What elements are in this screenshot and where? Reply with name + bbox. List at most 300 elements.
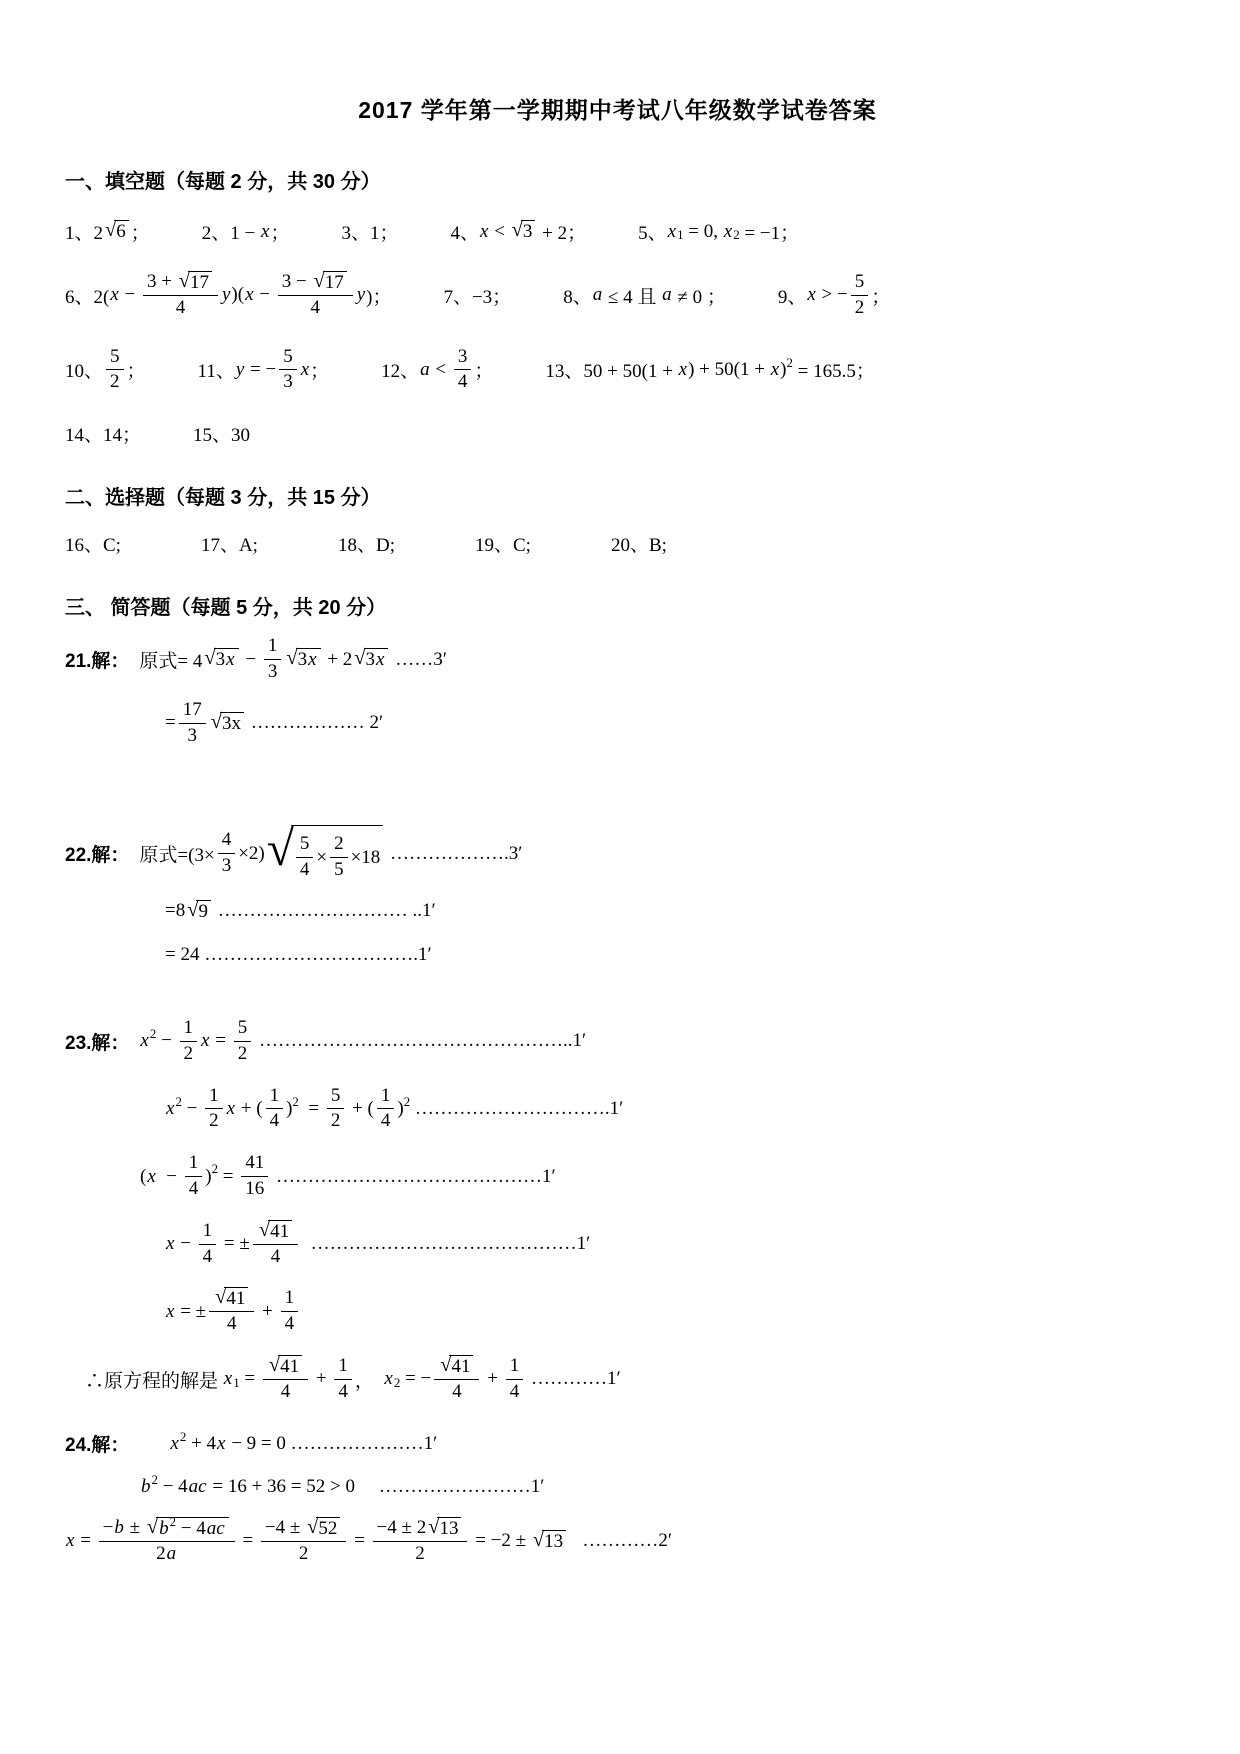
math-fraction xyxy=(106,346,124,395)
math-text: − 9 = 0 …………………1′ xyxy=(226,1432,438,1454)
math-text: 4 xyxy=(509,1380,520,1402)
math-radicand xyxy=(268,1220,292,1243)
math-text: − 4 xyxy=(176,1517,206,1539)
math-numerator xyxy=(334,1355,352,1380)
math-text: 4 xyxy=(310,296,320,318)
math-text: 16 xyxy=(245,1178,265,1199)
math-variable: a xyxy=(592,284,603,306)
math-variable: b xyxy=(159,1517,169,1539)
math-radicand xyxy=(224,1287,248,1310)
math-text: 3 xyxy=(297,649,308,671)
answer-item xyxy=(450,218,586,245)
answer-row xyxy=(65,271,1170,320)
math-text: 4 xyxy=(270,1245,281,1267)
math-text: 2 xyxy=(334,833,344,855)
math-fraction xyxy=(179,699,206,748)
math-denominator xyxy=(180,1042,198,1066)
math-denominator xyxy=(185,1177,203,1201)
math-line xyxy=(139,821,523,882)
math-text: − 4 xyxy=(157,1476,188,1498)
math-subscript: 1 xyxy=(677,227,684,243)
radical-sign: √ xyxy=(215,1286,227,1309)
math-fraction xyxy=(263,1355,308,1404)
math-text: − xyxy=(254,284,275,306)
math-text: = xyxy=(298,1097,324,1119)
radical-sign: √ xyxy=(146,1515,159,1538)
math-text: + ( xyxy=(347,1097,374,1119)
math-variable: x xyxy=(245,284,254,306)
math-text: ≠ 0 ； xyxy=(672,286,726,308)
math-denominator xyxy=(106,370,124,394)
math-variable: b xyxy=(141,1476,151,1498)
math-denominator xyxy=(377,1109,395,1133)
math-text: ) xyxy=(286,1097,293,1119)
math-text: < xyxy=(430,358,451,380)
answer-item xyxy=(198,346,330,395)
math-text: + ( xyxy=(236,1097,263,1119)
math-variable: a xyxy=(662,284,672,306)
math-variable: x xyxy=(140,1030,149,1052)
math-text: 4 xyxy=(188,1178,199,1199)
math-text: 13 xyxy=(439,1517,459,1539)
math-fraction xyxy=(434,1355,479,1404)
math-text: ×18 xyxy=(350,846,381,868)
radical-sign: √ xyxy=(511,219,523,242)
math-denominator xyxy=(241,1177,268,1201)
math-text: × xyxy=(316,846,328,868)
math-subscript: 2 xyxy=(393,1375,401,1390)
math-text: = ± xyxy=(219,1233,250,1255)
math-text: …………1′ xyxy=(526,1368,621,1390)
math-radicand xyxy=(214,648,239,671)
solution-line xyxy=(65,1430,1170,1459)
math-fraction xyxy=(99,1513,235,1566)
solution-line xyxy=(65,1287,1170,1336)
math-variable: ac xyxy=(206,1517,225,1539)
math-fraction xyxy=(266,1085,284,1134)
math-text: = xyxy=(237,1530,258,1552)
math-numerator xyxy=(296,833,314,858)
math-text: 6、2( xyxy=(65,286,110,308)
math-text: 13、50 + 50(1 + xyxy=(545,361,678,383)
math-text: ≤ 4 且 xyxy=(603,286,662,308)
math-denominator xyxy=(205,1109,223,1133)
math-sqrt xyxy=(307,1517,340,1540)
math-numerator xyxy=(373,1517,468,1542)
math-text: ……………………………………1′ xyxy=(271,1165,556,1187)
math-text: − xyxy=(156,1165,182,1187)
math-text: −4 ± 2 xyxy=(376,1516,427,1538)
math-sqrt xyxy=(440,1355,473,1378)
answer-item xyxy=(381,346,493,395)
math-numerator xyxy=(506,1355,524,1380)
math-radicand xyxy=(542,1530,566,1553)
math-variable: x xyxy=(308,649,317,671)
math-variable: x xyxy=(147,1165,156,1187)
math-text: 1 xyxy=(509,1355,520,1377)
math-sqrt xyxy=(187,900,211,923)
math-line: b $^2$ − 4 ac = 16 + 36 = 52 > 0 ……………………1′ xyxy=(141,1472,545,1498)
solution-line xyxy=(65,1152,1170,1201)
math-fraction xyxy=(278,271,353,320)
math-radicand xyxy=(278,1355,302,1378)
math-line xyxy=(165,1220,590,1269)
solution-line xyxy=(65,699,1170,748)
math-radicand xyxy=(114,220,129,243)
math-variable: x xyxy=(201,1030,210,1052)
math-text: 1 xyxy=(209,1084,219,1106)
math-fraction xyxy=(851,271,869,320)
math-denominator xyxy=(296,858,314,882)
math-text: 5 xyxy=(854,271,865,293)
math-fraction xyxy=(281,1287,299,1336)
math-text: ……………… 2′ xyxy=(245,712,384,734)
math-denominator xyxy=(218,854,236,878)
math-text: 17 xyxy=(324,272,344,293)
page-title: 2017 学年第一学期期中考试八年级数学试卷答案 xyxy=(358,97,877,123)
math-text: 16、C; xyxy=(65,535,121,557)
math-text: 4 xyxy=(380,1110,391,1132)
math-text: ) xyxy=(205,1165,212,1187)
solution-24 xyxy=(65,1430,1170,1566)
math-numerator xyxy=(205,1085,223,1110)
answer-item xyxy=(563,282,726,309)
answer-item xyxy=(65,218,150,245)
math-text: ； xyxy=(871,286,891,308)
math-text: = 24 …………………………….1′ xyxy=(165,943,432,965)
math-sqrt xyxy=(428,1517,461,1540)
math-text: 4、 xyxy=(450,223,479,244)
math-variable: x xyxy=(723,220,733,242)
math-text: = − xyxy=(245,358,277,380)
math-text: 17 xyxy=(182,698,202,720)
math-text: 4 xyxy=(226,1313,237,1335)
math-text: 41 xyxy=(245,1152,265,1174)
radical-sign: √ xyxy=(307,1515,319,1538)
radical-sign: √ xyxy=(428,1515,440,1538)
math-fraction xyxy=(199,1220,217,1269)
math-text: 5 xyxy=(330,1084,341,1106)
answer-item xyxy=(638,218,799,245)
math-text: = xyxy=(210,1030,231,1052)
math-radicand: b $^2$ − 4 ac xyxy=(156,1517,229,1540)
radical-sign: √ xyxy=(210,710,222,733)
math-text: 1 xyxy=(183,1017,194,1039)
math-text: 原式= 4 xyxy=(139,651,203,673)
math-variable: x xyxy=(166,1097,175,1119)
math-text: 19、C; xyxy=(474,535,531,557)
solution-line xyxy=(65,1220,1170,1269)
math-text: ) xyxy=(780,358,787,380)
math-numerator xyxy=(234,1017,252,1042)
math-text: = xyxy=(239,1368,260,1390)
math-fraction xyxy=(234,1017,252,1066)
math-denominator xyxy=(279,370,297,394)
math-radicand xyxy=(291,825,383,882)
math-sqrt xyxy=(269,1355,302,1378)
math-text: 52 xyxy=(318,1517,338,1539)
answer-row xyxy=(65,218,1170,245)
math-text: 1 xyxy=(269,1084,280,1106)
math-text: =8 xyxy=(165,900,186,922)
math-fraction xyxy=(506,1355,524,1404)
math-text: = xyxy=(349,1530,370,1552)
math-variable: x xyxy=(66,1530,75,1552)
math-denominator xyxy=(263,1380,308,1404)
math-text: 3 − xyxy=(281,271,312,292)
math-fraction xyxy=(241,1152,268,1201)
math-text: 3 xyxy=(283,371,293,393)
math-text: −4 ± xyxy=(264,1516,306,1538)
math-text: = −1； xyxy=(739,223,800,244)
math-text: …………………………………………..1′ xyxy=(254,1030,587,1052)
math-text: 17 xyxy=(189,272,209,293)
answer-item xyxy=(202,218,290,245)
math-variable: b xyxy=(114,1516,124,1538)
math-numerator xyxy=(241,1152,268,1177)
math-line: x $^2$ − $\frac{1}{2}$ x + ( $\frac{1}{4}$ ) $^2$ = $\frac{5}{2}$ + ( $\frac{1}{4}$ ) $^2$ ………………………….1′ xyxy=(166,1084,624,1132)
radical-sign: √ xyxy=(266,821,294,877)
math-text: 原式=(3× xyxy=(139,845,215,867)
math-variable: x xyxy=(384,1368,393,1390)
solution-22 xyxy=(65,821,1170,969)
solution-label: 22.解： xyxy=(65,845,130,867)
math-sqrt xyxy=(533,1530,566,1553)
math-denominator xyxy=(261,1542,346,1566)
math-fraction xyxy=(454,346,472,395)
math-text: 3x xyxy=(221,712,241,734)
math-text: 2 xyxy=(854,296,865,318)
math-denominator xyxy=(179,724,206,748)
math-text: + xyxy=(257,1300,278,1322)
math-numerator xyxy=(266,1085,284,1110)
math-fraction xyxy=(261,1517,346,1566)
math-text: = − xyxy=(400,1368,432,1390)
math-variable: y xyxy=(221,284,231,306)
math-text: 2 xyxy=(237,1042,248,1064)
math-variable: x xyxy=(300,358,310,380)
math-denominator xyxy=(434,1380,479,1404)
math-text: ……………………………………1′ xyxy=(301,1233,591,1255)
math-variable: x xyxy=(770,358,780,380)
solution-line xyxy=(65,1085,1170,1134)
math-sqrt xyxy=(146,1513,229,1540)
math-numerator xyxy=(218,829,236,854)
math-text: ………………………… ..1′ xyxy=(212,900,436,922)
math-variable: x xyxy=(166,1300,175,1322)
solution-line xyxy=(65,897,1170,926)
math-radicand xyxy=(323,271,347,294)
math-variable: x xyxy=(217,1432,226,1454)
math-fraction xyxy=(334,1355,352,1404)
radical-sign: √ xyxy=(204,647,216,670)
math-fraction xyxy=(327,1085,345,1134)
radical-sign: √ xyxy=(187,898,199,921)
math-text: 12、 xyxy=(381,361,420,383)
math-text: − xyxy=(102,1516,114,1538)
math-line xyxy=(65,1513,672,1566)
math-text: 41 xyxy=(280,1356,300,1378)
math-text: 3 xyxy=(221,855,232,877)
radical-sign: √ xyxy=(440,1354,452,1377)
math-numerator xyxy=(263,1355,308,1380)
answer-item xyxy=(65,420,141,447)
math-text: ) xyxy=(397,1097,404,1119)
math-text: 4 xyxy=(175,296,186,318)
math-denominator xyxy=(327,1109,345,1133)
math-text: 4 xyxy=(299,859,310,881)
math-denominator xyxy=(234,1042,252,1066)
math-text: − xyxy=(156,1030,177,1052)
section-heading: 二、选择题（每题 3 分，共 15 分） xyxy=(65,487,381,510)
math-numerator xyxy=(180,1017,198,1042)
math-text: 1、2 xyxy=(65,223,104,244)
solution-line xyxy=(65,1513,1170,1566)
math-line xyxy=(139,635,446,684)
solution-line xyxy=(65,1017,1170,1066)
answer-row xyxy=(65,530,1170,557)
math-denominator xyxy=(143,296,218,320)
section-heading: 三、 简答题（每题 5 分，共 20 分） xyxy=(65,597,387,620)
math-text: 3 xyxy=(187,724,197,746)
math-text: 4 xyxy=(338,1380,348,1402)
math-fraction xyxy=(296,833,314,882)
math-text: + 2 xyxy=(322,648,353,670)
math-numerator xyxy=(851,271,869,296)
math-text: − xyxy=(181,1097,203,1119)
math-numerator xyxy=(185,1152,203,1177)
math-variable: y xyxy=(235,358,245,380)
answer-item xyxy=(65,271,391,320)
math-radicand xyxy=(296,648,321,671)
answer-item xyxy=(341,218,398,245)
math-text: 2、1 − xyxy=(201,223,261,244)
math-variable: x xyxy=(480,220,489,242)
radical-sign: √ xyxy=(105,219,117,242)
answer-item xyxy=(475,530,531,557)
math-radicand xyxy=(220,712,244,735)
math-text: 2 xyxy=(183,1042,194,1064)
math-text: 9 xyxy=(198,900,208,922)
math-text: = xyxy=(75,1530,96,1552)
math-variable: x xyxy=(807,284,816,306)
math-text: = 0, xyxy=(683,220,723,242)
math-text: = xyxy=(218,1165,239,1187)
math-numerator xyxy=(253,1220,298,1245)
math-sqrt xyxy=(286,648,320,671)
math-text: ×2) xyxy=(238,842,265,864)
math-line: x $^2$ − $\frac{1}{2}$ x = $\frac{5}{2}$ …………………………………………..1′ xyxy=(140,1017,587,1064)
math-text: > − xyxy=(816,284,848,306)
math-denominator xyxy=(99,1542,235,1566)
math-text: 1 xyxy=(202,1219,213,1241)
math-denominator xyxy=(266,1109,284,1133)
math-text: 15、30 xyxy=(193,425,251,447)
math-sqrt xyxy=(211,712,244,735)
math-fraction xyxy=(205,1085,223,1134)
radical-sign: √ xyxy=(313,270,325,292)
math-text: 5 xyxy=(283,345,293,367)
math-radicand xyxy=(449,1355,473,1378)
solution-label: 21.解： xyxy=(65,651,130,673)
radical-sign: √ xyxy=(532,1528,545,1551)
math-text: 41 xyxy=(226,1288,246,1310)
math-text: 14、14； xyxy=(65,425,142,447)
math-text: 1 xyxy=(380,1084,391,1106)
math-text: = −2 ± xyxy=(470,1530,531,1552)
math-sqrt xyxy=(512,220,536,243)
math-radicand xyxy=(364,648,389,671)
math-numerator xyxy=(199,1220,217,1245)
math-text: ……………….3′ xyxy=(385,842,523,864)
math-text: + xyxy=(482,1368,503,1390)
solution-line xyxy=(65,821,1170,882)
math-radicand xyxy=(521,220,536,243)
math-text: 41 xyxy=(270,1220,290,1242)
math-fraction xyxy=(264,635,282,684)
math-text: 4 xyxy=(452,1380,462,1402)
math-variable: x xyxy=(170,1432,179,1454)
math-text: )； xyxy=(366,286,392,308)
math-numerator xyxy=(281,1287,299,1312)
math-variable: x xyxy=(226,1097,236,1119)
content xyxy=(65,165,1170,1565)
math-text: 3 + xyxy=(146,271,177,292)
math-text: 9、 xyxy=(777,286,807,308)
math-text: 5 xyxy=(110,345,120,367)
math-text: 13 xyxy=(544,1530,564,1552)
solution-23 xyxy=(65,1017,1170,1404)
math-variable: x xyxy=(166,1233,175,1255)
math-variable: x xyxy=(110,284,119,306)
math-text: 3 xyxy=(215,649,226,671)
math-variable: y xyxy=(356,284,366,306)
math-text: 7、−3； xyxy=(443,286,512,308)
math-text: )( xyxy=(231,284,245,306)
math-sqrt xyxy=(179,271,212,294)
math-radicand xyxy=(316,1517,340,1540)
math-text: 3、1； xyxy=(341,223,399,244)
math-variable: x xyxy=(226,649,235,671)
math-line xyxy=(85,1355,621,1404)
math-line: ( x − $\frac{1}{4}$ ) $^2$ = $\frac{41}{16}$ ……………………………………1′ xyxy=(140,1152,556,1199)
math-fraction xyxy=(330,833,348,882)
math-text: 2 xyxy=(110,371,120,393)
math-text: 3 xyxy=(365,649,375,671)
math-denominator xyxy=(506,1380,524,1404)
math-text: 2 xyxy=(298,1542,309,1564)
radical-sign: √ xyxy=(286,647,298,670)
math-text: ， xyxy=(354,1370,384,1392)
math-line xyxy=(165,944,432,966)
math-text: 3 xyxy=(267,661,278,683)
answer-item xyxy=(611,530,667,557)
math-text: + 2； xyxy=(537,223,587,244)
math-variable: x xyxy=(223,1368,233,1390)
math-numerator xyxy=(330,833,348,858)
math-text: 4 xyxy=(284,1313,295,1335)
math-line xyxy=(165,900,436,923)
math-text: ) + 50(1 + xyxy=(688,358,770,380)
math-text: 1 xyxy=(338,1355,348,1377)
math-denominator xyxy=(454,370,472,394)
math-text: = ± xyxy=(175,1300,207,1322)
math-sqrt xyxy=(266,821,384,882)
math-text: 1 xyxy=(284,1287,295,1309)
answer-row xyxy=(65,346,1170,395)
math-text: 3 xyxy=(457,345,468,367)
solution-line xyxy=(65,941,1170,970)
